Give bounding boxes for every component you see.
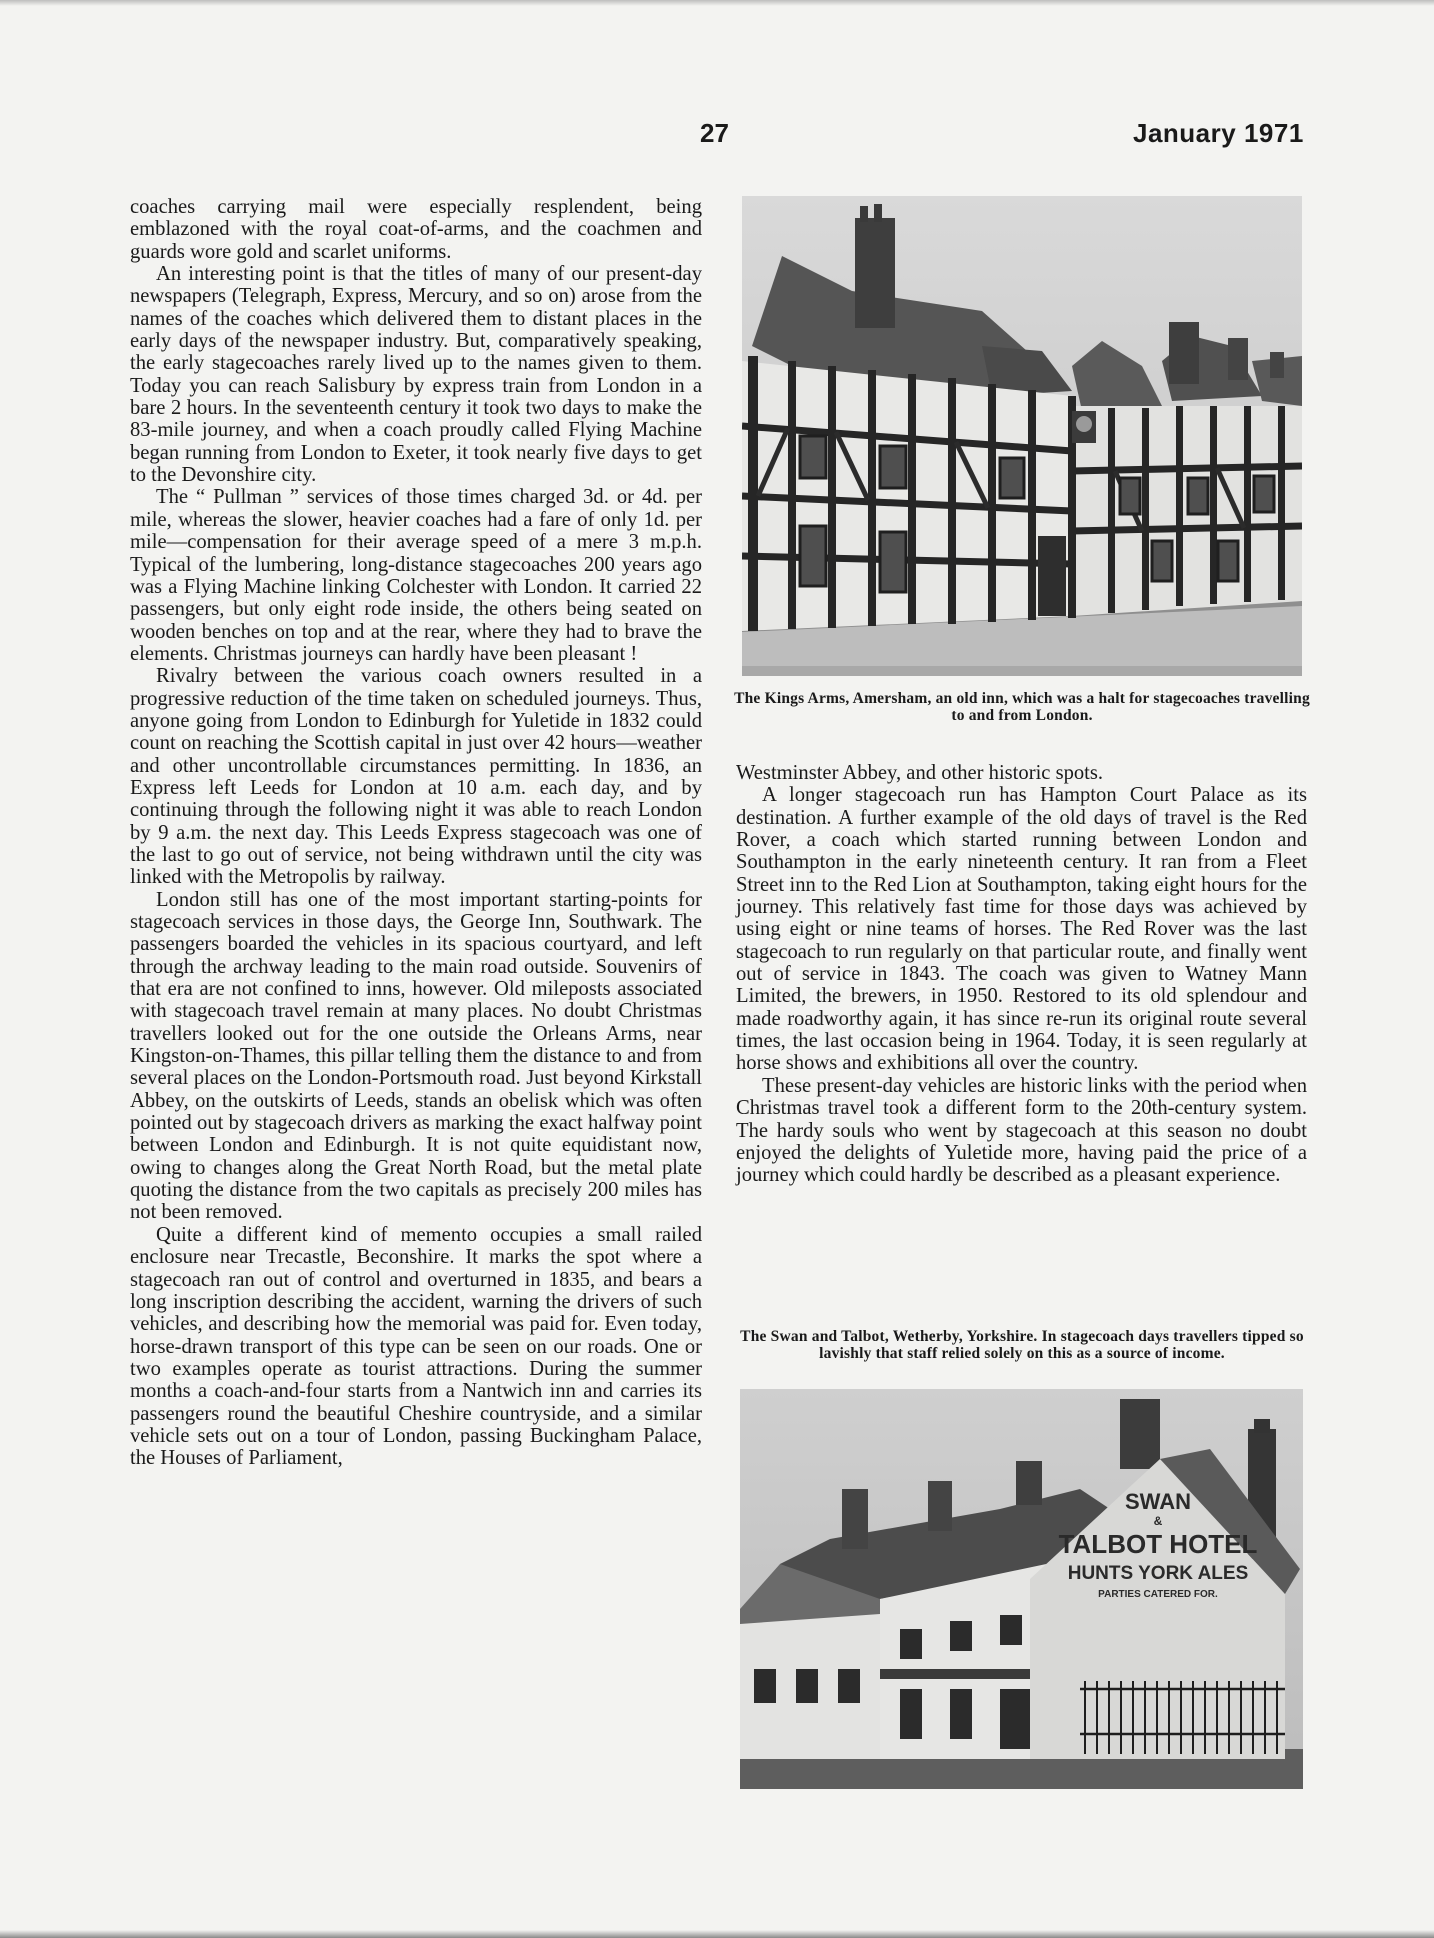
- issue-date: January 1971: [1133, 118, 1304, 148]
- paragraph: Westminster Abbey, and other historic spots.: [736, 762, 1104, 784]
- paragraph: London still has one of the most important starting-points for stagecoach services in those days, the George Inn, Southwark. The passengers boarded the vehicles in its spacious courtyard, and left through the archway leading to the main road outside. Souvenirs of that era are not confined to inns, however. Old mileposts associated with stagecoach travel remain at many places. No doubt Christmas travellers looked out for the one outside the Orleans Arms, near Kingston-on-Thames, this pillar telling them the distance to and from several places on the London-Portsmouth road. Just beyond Kirkstall Abbey, on the outskirts of Leeds, stands an obelisk which was often pointed out by stagecoach drivers as marking the exact halfway point between London and Edinburgh. It is not quite equidistant now, owing to changes along the Great North Road, but the metal plate quoting the distance from the two capitals as precisely 200 miles has not been removed.: [130, 888, 702, 1224]
- swan-talbot-illustration: [740, 1389, 1303, 1789]
- paragraph: An interesting point is that the titles of many of our present-day newspapers (Telegraph, Express, Mercury, and so on) arose from the names of the coaches which delivered them to distant places in the early days of the newspaper industry. But, comparatively speaking, the early stagecoaches rarely lived up to the names given to them. Today you can reach Salisbury by express train from London in a bare 2 hours. In the seventeenth century it took two days to make the 83-mile journey, and when a coach proudly called Flying Machine began running from London to Exeter, it took nearly five days to get to the Devonshire city.: [130, 263, 702, 487]
- kings-arms-caption: The Kings Arms, Amersham, an old inn, which was a halt for stagecoaches travelling to and from London.: [734, 690, 1310, 724]
- page-number: 27: [700, 118, 729, 148]
- page-edge-top: [0, 0, 1434, 6]
- sign-hunts-york-ales: HUNTS YORK ALES: [1067, 1563, 1249, 1584]
- kings-arms-illustration: [742, 196, 1302, 676]
- page-edge-bottom: [0, 1930, 1434, 1938]
- swan-talbot-caption: The Swan and Talbot, Wetherby, Yorkshire. In stagecoach days travellers tipped so lavishly that staff relied solely on this as a source of income.: [740, 1328, 1304, 1362]
- sign-parties-catered: PARTIES CATERED FOR.: [1098, 1589, 1218, 1600]
- paragraph: A longer stagecoach run has Hampton Court Palace as its destination. A further example of the old days of travel is the Red Rover, a coach which started running between London and Southampton in the early nineteenth century. It ran from a Fleet Street inn to the Red Lion at Southampton, taking eight hours for the journey. This relatively fast time for those days was achieved by using eight or nine teams of horses. The Red Rover was the last stagecoach to run regularly on that particular route, and finally went out of service in 1843. The coach was given to Watney Mann Limited, the brewers, in 1950. Restored to its old splendour and made roadworthy again, it has since re-run its original route several times, the last occasion being in 1964. Today, it is seen regularly at horse shows and exhibitions all over the country.: [736, 784, 1307, 1075]
- paragraph: coaches carrying mail were especially resplendent, being emblazoned with the royal coat-of-arms, and the coachmen and guards wore gold and scarlet uniforms.: [130, 196, 702, 263]
- paragraph: These present-day vehicles are historic links with the period when Christmas travel took a different form to the 20th-century system. The hardy souls who went by stagecoach at this season no doubt enjoyed the delights of Yuletide more, having paid the price of a journey which could hardly be described as a pleasant experience.: [736, 1074, 1307, 1187]
- kings-arms-photo: [742, 196, 1302, 676]
- right-text-column: [736, 762, 1307, 1187]
- paragraph: Rivalry between the various coach owners resulted in a progressive reduction of the time taken on scheduled journeys. Thus, anyone going from London to Edinburgh for Yuletide in 1832 could count on reaching the Scottish capital in just over 42 hours—weather and other uncontrollable circumstances permitting. In 1836, an Express left Leeds for London at 10 a.m. each day, and by continuing through the following night it was able to reach London by 9 a.m. the next day. This Leeds Express stagecoach was one of the last to go out of service, not being withdrawn until the city was linked with the Metropolis by railway.: [130, 665, 702, 889]
- paragraph: The “ Pullman ” services of those times charged 3d. or 4d. per mile, whereas the slower, heavier coaches had a fare of only 1d. per mile—compensation for their average speed of a mere 3 m.p.h. Typical of the lumbering, long-distance stagecoaches 200 years ago was a Flying Machine linking Colchester with London. It carried 22 passengers, but only eight rode inside, the others being seated on wooden benches on top and at the rear, where they had to brave the elements. Christmas journeys can hardly have been pleasant !: [130, 486, 702, 665]
- sign-swan: SWAN: [1125, 1489, 1191, 1514]
- swan-talbot-photo: [740, 1389, 1303, 1789]
- left-text-column: [130, 196, 702, 1470]
- sign-ampersand: &: [1153, 1514, 1163, 1528]
- sign-talbot-hotel: TALBOT HOTEL: [1058, 1529, 1258, 1559]
- paragraph: Quite a different kind of memento occupies a small railed enclosure near Trecastle, Beconshire. It marks the spot where a stagecoach ran out of control and overturned in 1835, and bears a long inscription describing the accident, warning the drivers of such vehicles, and describing how the memorial was paid for. Even today, horse-drawn transport of this type can be seen on our roads. One or two examples operate as tourist attractions. During the summer months a coach-and-four starts from a Nantwich inn and carries its passengers round the beautiful Cheshire countryside, and a similar vehicle sets out on a tour of London, passing Buckingham Palace, the Houses of Parliament,: [130, 1223, 702, 1470]
